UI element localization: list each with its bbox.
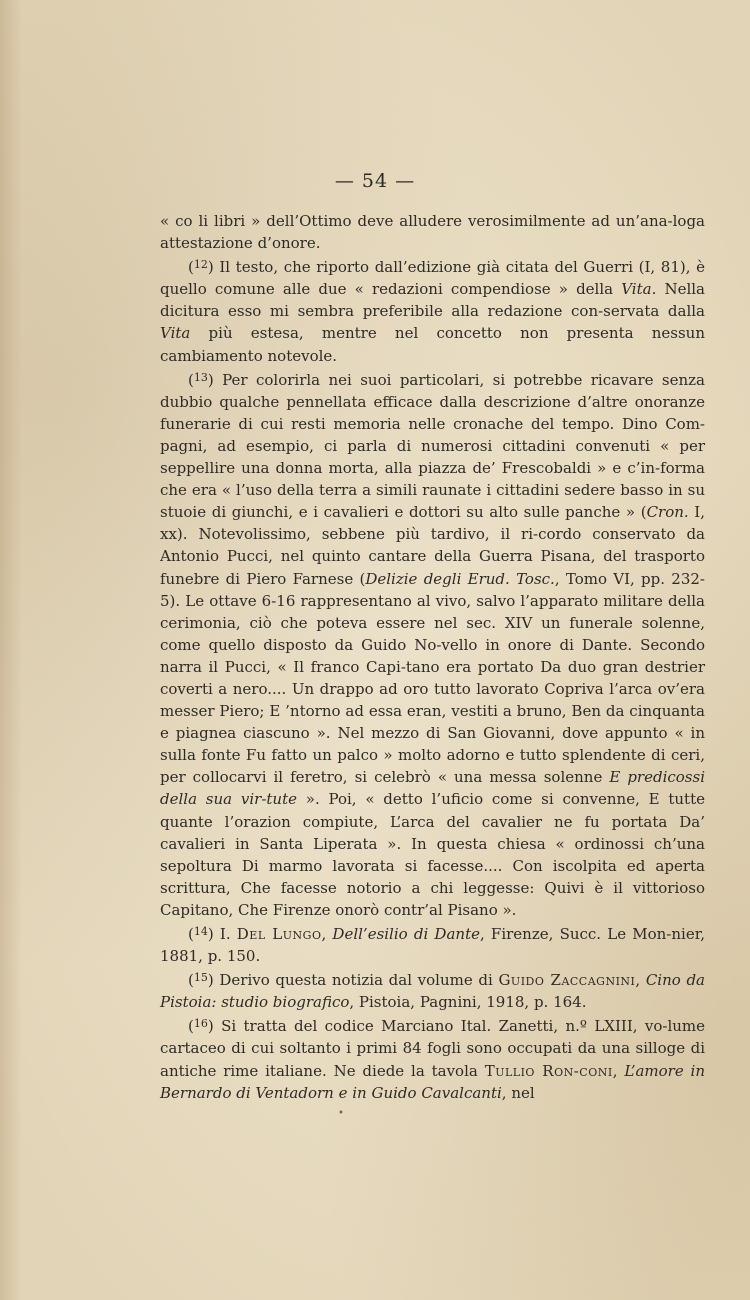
- text-segment: Guido Zaccagnini: [498, 971, 636, 990]
- text-segment: L’amore in Bernardo di Ventadorn e in Guido Cavalcanti: [160, 1061, 706, 1102]
- text-segment: ,: [321, 925, 333, 943]
- text-segment: « co li libri » dell’Ottimo deve alludere verosimilmente ad un’ana-loga attestazione d’onore.: [160, 212, 705, 253]
- text-segment: ) Per colorirla nei suoi particolari, si potrebbe ricavare senza dubbio qualche pennellata efficace dalla descrizione d’altre onoranze funerarie di cui resti memoria nelle cronache del tempo. Dino Com-pagni, ad esempio, ci parla di numerosi cittadini convenuti « per seppellire una donna morta, alla piazza de’ Frescobaldi » e c’in-forma che era « l’uso della terra a simili raunate i cittadini sedere basso in su stuoie di giunchi, e i cavalieri e dottori su alto sulle panche » (: [160, 370, 705, 522]
- text-segment: Vita: [160, 324, 191, 343]
- page-binding-shadow: [0, 0, 22, 1300]
- text-segment: ,: [612, 1061, 625, 1080]
- footnote-number: 13: [193, 370, 208, 384]
- text-segment: ,: [635, 971, 646, 990]
- footnote-paragraph: [160, 254, 705, 366]
- footnote-number: 14: [193, 925, 208, 938]
- text-segment: ». Poi, « detto l’uficio come si convenne, E tutte quante l’orazion compiute, L’arca del cavalier ne fu portata Da’ cavalieri in Santa Liperata ». In questa chiesa « ordinossi ch’una sepoltura Di marmo lavorata si facesse.... Con iscolpita ed aperta scrittura, Che facesse notorio a chi leggesse: Quivi è il vittorioso Capitano, Che Firenze onorò contr’al Pisano ».: [160, 790, 705, 919]
- footnote-paragraph: [160, 921, 705, 967]
- text-segment: , Tomo VI, pp. 232-5). Le ottave 6-16 rappresentano al vivo, salvo l’apparato militare della cerimonia, ciò che poteva essere nel sec. XIV un funerale solenne, come quello disposto da Guido No-vello in onore di Dante. Secondo narra il Pucci, « Il franco Capi-tano era portato Da duo gran destrier coverti a nero.... Un drappo ad oro tutto lavorato Copriva l’arca ov’era messer Piero; E ’ntorno ad essa eran, vestiti a bruno, Ben da cinquanta e piagnea ciascuno ». Nel mezzo di San Giovanni, dove appunto « in sulla fonte Fu fatto un palco » molto adorno e tutto splendente di ceri, per collocarvi il feretro, si celebrò « una messa solenne: [160, 569, 705, 787]
- stray-mark: •: [338, 1108, 344, 1119]
- text-segment: (: [188, 1017, 194, 1036]
- text-segment: Cron.: [646, 503, 689, 522]
- footnote-paragraph: [160, 367, 705, 921]
- text-segment: , Firenze, Succ. Le Mon-nier, 1881, p. 150.: [160, 925, 706, 966]
- text-segment: E predicossi della sua vir-tute: [160, 768, 705, 809]
- text-segment: , Pistoia, Pagnini, 1918, p. 164.: [349, 993, 587, 1012]
- text-segment: I, xx). Notevolissimo, sebbene più tardivo, il ri-cordo conservato da Antonio Pucci, nel quinto cantare della Guerra Pisana, del trasporto funebre di Piero Farnese (: [160, 503, 705, 588]
- text-segment: Dell’esilio di Dante: [332, 925, 480, 943]
- text-segment: Cino da Pistoia: studio biografico: [160, 971, 705, 1012]
- page-number: — 54 —: [334, 170, 416, 192]
- footnote-number: 15: [193, 971, 208, 985]
- text-segment: (: [188, 370, 194, 389]
- text-segment: Delizie degli Erud. Tosc.: [365, 569, 555, 588]
- footnotes-body: [160, 210, 705, 1104]
- footnote-paragraph: [160, 1013, 705, 1103]
- text-segment: (: [188, 925, 194, 943]
- text-segment: , nel: [501, 1083, 535, 1102]
- text-segment: (: [188, 258, 194, 277]
- text-segment: Tullio Ron-coni: [484, 1061, 613, 1080]
- footnote-paragraph: [160, 967, 705, 1013]
- footnote-paragraph: [160, 210, 705, 254]
- text-segment: (: [188, 971, 194, 990]
- text-segment: ) Derivo questa notizia dal volume di: [207, 971, 499, 990]
- text-segment: ) I.: [207, 925, 237, 943]
- footnote-number: 16: [193, 1017, 208, 1031]
- text-segment: ) Il testo, che riporto dall’edizione già citata del Guerri (I, 81), è quello comune alle due « redazioni compendiose » della: [160, 258, 705, 299]
- text-segment: Vita: [621, 280, 652, 299]
- text-segment: più estesa, mentre nel concetto non presenta nessun cambiamento notevole.: [160, 324, 705, 365]
- text-segment: . Nella dicitura esso mi sembra preferibile alla redazione con-servata dalla: [160, 280, 705, 321]
- footnote-number: 12: [193, 258, 208, 272]
- text-segment: ) Si tratta del codice Marciano Ital. Zanetti, n.º LXIII, vo-lume cartaceo di cui soltanto i primi 84 fogli sono occupati da una silloge di antiche rime italiane. Ne diede la tavola: [160, 1017, 705, 1080]
- text-segment: Del Lungo: [236, 925, 322, 943]
